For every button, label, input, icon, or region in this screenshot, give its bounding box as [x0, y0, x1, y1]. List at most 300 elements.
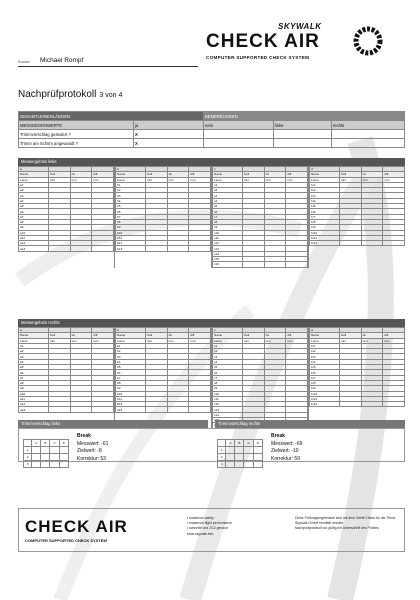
cell: a13: [19, 246, 49, 251]
cell: c14: [213, 412, 243, 417]
cell: diff: [286, 333, 308, 338]
cell: mm: [92, 338, 114, 343]
general-section: [18, 111, 405, 148]
cell: mm: [242, 338, 264, 343]
cell: Ist: [264, 333, 286, 338]
cell: c1: [213, 182, 243, 187]
trim-cell: [41, 454, 50, 461]
trim-header-row: [24, 440, 69, 447]
cell: a: [19, 167, 49, 172]
cell: b8: [116, 380, 146, 385]
cell: [70, 407, 92, 412]
customer-name: Michael Rompf: [40, 57, 84, 64]
footer-banner: [18, 508, 405, 552]
cell: diff: [92, 172, 114, 177]
break-left-correction: Korrektur: 53: [77, 455, 106, 462]
cell: Name: [310, 172, 340, 177]
cell: b8: [116, 219, 146, 224]
trim-cell: [226, 461, 235, 468]
cell: mm: [361, 338, 383, 343]
cell: mm: [70, 338, 92, 343]
cell: a11: [19, 396, 49, 401]
trim-cell: [32, 447, 41, 454]
cell: c7: [213, 375, 243, 380]
line-group-a: [18, 327, 114, 429]
cell: br8: [310, 380, 340, 385]
trim-right-header: [215, 420, 405, 428]
cell: diff: [286, 172, 308, 177]
protocol-title: Nachprüfprotokoll: [18, 89, 97, 100]
footer-brand-sub: COMPUTER SUPPORTED CHECK SYSTEM: [25, 538, 107, 543]
col-rechts: rechts: [331, 121, 404, 130]
brand-main: CHECK AIR: [206, 31, 320, 52]
cell: diff: [189, 172, 211, 177]
cell: [48, 246, 70, 251]
cell: c3: [213, 354, 243, 359]
trim-cell: 1: [24, 447, 32, 454]
line-group-d: [308, 327, 405, 429]
trim-cell: [244, 461, 253, 468]
table-row: [19, 407, 114, 412]
customer-label: Kunde: [18, 59, 30, 64]
col-ja: ja: [134, 121, 204, 130]
break-left-target: Zielwert: -8: [77, 448, 102, 454]
cell: b11: [116, 396, 146, 401]
cell: br11: [310, 396, 340, 401]
cell: br5: [310, 365, 340, 370]
cell: br10: [310, 391, 340, 396]
trim-row: [24, 461, 69, 468]
cell: b: [116, 167, 146, 172]
cell: d: [310, 328, 340, 333]
col-nein: nein: [204, 121, 274, 130]
cell: a12: [19, 402, 49, 407]
cell: a1: [19, 343, 49, 348]
line-group-b: [114, 327, 211, 429]
footer-notes: [295, 516, 401, 532]
cell: [383, 402, 405, 407]
trim-cell: [253, 447, 262, 454]
cell: [189, 407, 211, 412]
cell: Ist: [264, 172, 286, 177]
cell: b2: [116, 188, 146, 193]
cell: mm: [167, 177, 189, 182]
cell: a12: [19, 241, 49, 246]
cell: Ist: [167, 172, 189, 177]
trim-col-head: B: [41, 440, 50, 447]
cell: Name: [213, 333, 243, 338]
cell: b6: [116, 370, 146, 375]
col-links: links: [274, 121, 332, 130]
cell: Name: [19, 172, 49, 177]
trim-cell: [50, 447, 59, 454]
cell: Name: [310, 333, 340, 338]
cell: c13: [213, 407, 243, 412]
cell: mm: [48, 177, 70, 182]
trim-left-table: [23, 439, 69, 466]
cell: Soll: [145, 172, 167, 177]
cell: b4: [116, 198, 146, 203]
cell: c8: [213, 219, 243, 224]
cell: br4: [310, 359, 340, 364]
cell: c1: [213, 343, 243, 348]
trim-col-head: B: [235, 440, 244, 447]
cell: diff: [383, 333, 405, 338]
break-right: [263, 429, 403, 461]
cell: c5: [213, 204, 243, 209]
cell: Soll: [145, 333, 167, 338]
footer-note: Diese Prüfungsergebnisse sind mit dem Gerät Check Air der Firma Skywalk GmbH ermittelt worden.: [295, 516, 396, 526]
trim-col-head: A: [32, 440, 41, 447]
trim-cell: [244, 454, 253, 461]
cell: br10: [310, 230, 340, 235]
trim-row: [24, 454, 69, 461]
cell: mm: [145, 338, 167, 343]
cell: mm: [189, 177, 211, 182]
general-header: GESAMTLEINENLÄNGEN: [19, 112, 204, 121]
cell: diff: [189, 333, 211, 338]
cell: a: [19, 328, 49, 333]
cell: mm: [264, 177, 286, 182]
trim-right-table: [217, 439, 263, 466]
cell: Leine: [310, 177, 340, 182]
cell: a6: [19, 209, 49, 214]
table-row: [116, 407, 211, 412]
cell: a4: [19, 359, 49, 364]
cell: br8: [310, 219, 340, 224]
cell: b7: [116, 214, 146, 219]
trim-row: [24, 447, 69, 454]
cell: b1: [116, 182, 146, 187]
cell: Leine: [213, 338, 243, 343]
trim-header-row: [218, 440, 263, 447]
break-right-measured: Messwert: -69: [271, 440, 303, 447]
cell: c5: [213, 365, 243, 370]
cell: [167, 246, 189, 251]
cell: c12: [213, 402, 243, 407]
cell: a3: [19, 193, 49, 198]
cell: b6: [116, 209, 146, 214]
footer-features: [187, 516, 232, 537]
trim-cell: [226, 447, 235, 454]
cell: br7: [310, 214, 340, 219]
cell: [145, 407, 167, 412]
cell: [70, 246, 92, 251]
trim-left-title: Trimmvorschlag links: [18, 420, 208, 428]
cell: Soll: [339, 333, 361, 338]
cell: br6: [310, 370, 340, 375]
cell: c10: [213, 230, 243, 235]
cell: a10: [19, 230, 49, 235]
cell: mm: [286, 338, 308, 343]
line-group-a: [18, 166, 114, 268]
break-left: [69, 429, 209, 461]
cell: a7: [19, 375, 49, 380]
line-group-c: [211, 327, 308, 429]
trim-col-head: D: [253, 440, 262, 447]
trim-right-title: Trimmvorschlag rechts: [215, 420, 405, 428]
cell: Leine: [116, 177, 146, 182]
cell: c3: [213, 193, 243, 198]
trim-cell: [50, 461, 59, 468]
cell: Soll: [242, 172, 264, 177]
cell: a10: [19, 391, 49, 396]
trim-row: [218, 454, 263, 461]
trim-col-head: D: [59, 440, 68, 447]
cell: b3: [116, 193, 146, 198]
trim-cell: 1: [218, 447, 226, 454]
cell: br1: [310, 182, 340, 187]
page-number: 3 von 4: [99, 92, 123, 99]
break-right-title: Break: [271, 433, 285, 439]
cell: br7: [310, 375, 340, 380]
cell: b12: [116, 241, 146, 246]
cell: br3: [310, 354, 340, 359]
cell: [145, 246, 167, 251]
cell: b5: [116, 365, 146, 370]
footer-feature: • schnelle und 2/12 genaue: [187, 526, 228, 531]
cell: c4: [213, 198, 243, 203]
cell: br2: [310, 188, 340, 193]
cell: b12: [116, 402, 146, 407]
cell: b4: [116, 359, 146, 364]
trim-col-head: C: [50, 440, 59, 447]
cell: Leine: [310, 338, 340, 343]
cell: c6: [213, 209, 243, 214]
cell: b3: [116, 354, 146, 359]
cell: [167, 407, 189, 412]
cell: b13: [116, 407, 146, 412]
break-left-measured: Messwert: -61: [77, 440, 109, 447]
trim-cell: [235, 461, 244, 468]
cell: a5: [19, 365, 49, 370]
trim-row: [218, 447, 263, 454]
trim-col-head: C: [244, 440, 253, 447]
cell: [264, 262, 286, 267]
trim-cell: [253, 461, 262, 468]
cell: a6: [19, 370, 49, 375]
cell: br2: [310, 349, 340, 354]
cell: a13: [19, 407, 49, 412]
cell: mm: [242, 177, 264, 182]
trim-cell: [235, 454, 244, 461]
trim-cell: [32, 454, 41, 461]
cell: b5: [116, 204, 146, 209]
cell: Ist: [167, 333, 189, 338]
cell: b11: [116, 235, 146, 240]
trim-cell: 3: [24, 461, 32, 468]
cell: b9: [116, 225, 146, 230]
cell: mm: [383, 177, 405, 182]
cell: b1: [116, 343, 146, 348]
cell: Name: [116, 333, 146, 338]
cell: Soll: [48, 333, 70, 338]
trim-col-head: [24, 440, 32, 447]
trim-changed-mark: X: [134, 130, 204, 139]
trim-cell: [253, 454, 262, 461]
cell: Leine: [19, 177, 49, 182]
cell: c14: [213, 251, 243, 256]
cell: c: [213, 328, 243, 333]
cell: [286, 262, 308, 267]
customer-field: [18, 56, 198, 67]
cell: Ist: [361, 333, 383, 338]
cell: b13: [116, 246, 146, 251]
cell: a5: [19, 204, 49, 209]
cell: Name: [213, 172, 243, 177]
trim-cell: [59, 461, 68, 468]
cell: Leine: [213, 177, 243, 182]
cell: b9: [116, 386, 146, 391]
cell: a2: [19, 349, 49, 354]
trim-cell: [41, 447, 50, 454]
cell: d: [310, 167, 340, 172]
cell: mm: [92, 177, 114, 182]
trim-cell: 2: [24, 454, 32, 461]
cell: a4: [19, 198, 49, 203]
cell: c7: [213, 214, 243, 219]
trim-applied-mark: X: [134, 139, 204, 148]
trim-col-head: A: [226, 440, 235, 447]
cell: c10: [213, 391, 243, 396]
cell: br3: [310, 193, 340, 198]
logo-wheel-icon: [353, 26, 383, 56]
cell: Ist: [361, 172, 383, 177]
cell: Name: [19, 333, 49, 338]
cell: [361, 402, 383, 407]
right-section-title: Messergebnis rechts: [18, 319, 405, 327]
cell: Soll: [48, 172, 70, 177]
cell: [339, 402, 361, 407]
cell: mm: [145, 177, 167, 182]
cell: Soll: [242, 333, 264, 338]
right-section-header: [18, 319, 405, 327]
cell: br12: [310, 402, 340, 407]
cell: br11: [310, 235, 340, 240]
cell: mm: [70, 177, 92, 182]
remarks-header: BEMERKUNGEN: [204, 112, 405, 121]
right-measurement-grid: [18, 327, 405, 429]
cell: b: [116, 328, 146, 333]
cell: a8: [19, 219, 49, 224]
cell: Soll: [339, 172, 361, 177]
cell: diff: [92, 333, 114, 338]
trim-area: [18, 428, 405, 466]
cell: mm: [383, 338, 405, 343]
cell: mm: [286, 177, 308, 182]
cell: c2: [213, 188, 243, 193]
col-messgegenwerte: MESSGEGENWERTE: [19, 121, 134, 130]
left-measurement-grid: [18, 166, 405, 268]
cell: c15: [213, 257, 243, 262]
break-left-title: Break: [77, 433, 91, 439]
cell: a11: [19, 235, 49, 240]
cell: Leine: [19, 338, 49, 343]
cell: c9: [213, 386, 243, 391]
cell: c: [213, 167, 243, 172]
cell: Leine: [116, 338, 146, 343]
cell: c11: [213, 235, 243, 240]
cell: b7: [116, 375, 146, 380]
cell: diff: [383, 172, 405, 177]
footer-note: Nachprüfprotokoll nur gültig mit Unterschrift des Prüfers.: [295, 526, 380, 531]
trim-cell: [226, 454, 235, 461]
left-section-header: [18, 158, 405, 166]
cell: c8: [213, 380, 243, 385]
cell: Name: [116, 172, 146, 177]
brand-sky: SKYWALK: [278, 22, 322, 31]
cell: c6: [213, 370, 243, 375]
table-row: [213, 262, 308, 267]
cell: [242, 262, 264, 267]
brand-sub: COMPUTER SUPPORTED CHECK SYSTEM: [206, 55, 310, 60]
line-group-b: [114, 166, 211, 268]
cell: [92, 407, 114, 412]
trim-cell: [235, 447, 244, 454]
cell: mm: [361, 177, 383, 182]
cell: c9: [213, 225, 243, 230]
left-section-title: Messergebnis links: [18, 158, 405, 166]
cell: a8: [19, 380, 49, 385]
cell: Ist: [70, 172, 92, 177]
trim-left-header: [18, 420, 208, 428]
cell: a2: [19, 188, 49, 193]
cell: b2: [116, 349, 146, 354]
trim-cell: [50, 454, 59, 461]
cell: a9: [19, 225, 49, 230]
trim-row: [218, 461, 263, 468]
trim-cell: [59, 447, 68, 454]
cell: a7: [19, 214, 49, 219]
trim-cell: 2: [218, 454, 226, 461]
cell: Ist: [70, 333, 92, 338]
cell: mm: [339, 177, 361, 182]
cell: br12: [310, 241, 340, 246]
cell: br9: [310, 386, 340, 391]
line-group-d: [308, 166, 405, 268]
cell: c2: [213, 349, 243, 354]
cell: c11: [213, 396, 243, 401]
cell: mm: [339, 338, 361, 343]
cell: mm: [48, 338, 70, 343]
cell: br6: [310, 209, 340, 214]
cell: br9: [310, 225, 340, 230]
table-row: [310, 241, 405, 246]
table-row: [19, 246, 114, 251]
cell: c4: [213, 359, 243, 364]
cell: [339, 241, 361, 246]
cell: c13: [213, 246, 243, 251]
cell: a3: [19, 354, 49, 359]
table-row: [310, 402, 405, 407]
cell: mm: [264, 338, 286, 343]
trim-cell: [244, 447, 253, 454]
cell: br4: [310, 198, 340, 203]
trim-cell: [59, 454, 68, 461]
table-row: [116, 246, 211, 251]
cell: c16: [213, 262, 243, 267]
footer-feature: • maximum flight performance: [187, 521, 232, 526]
cell: a1: [19, 182, 49, 187]
footer-feature: • maximum safety: [187, 516, 214, 520]
trim-cell: 3: [218, 461, 226, 468]
cell: br1: [310, 343, 340, 348]
cell: [92, 246, 114, 251]
cell: [48, 407, 70, 412]
cell: a9: [19, 386, 49, 391]
trim-changed-label: Trimmvorschlag geändert ?: [19, 130, 134, 139]
trim-applied-label: Trimm am Schirm angewandt ?: [19, 139, 134, 148]
